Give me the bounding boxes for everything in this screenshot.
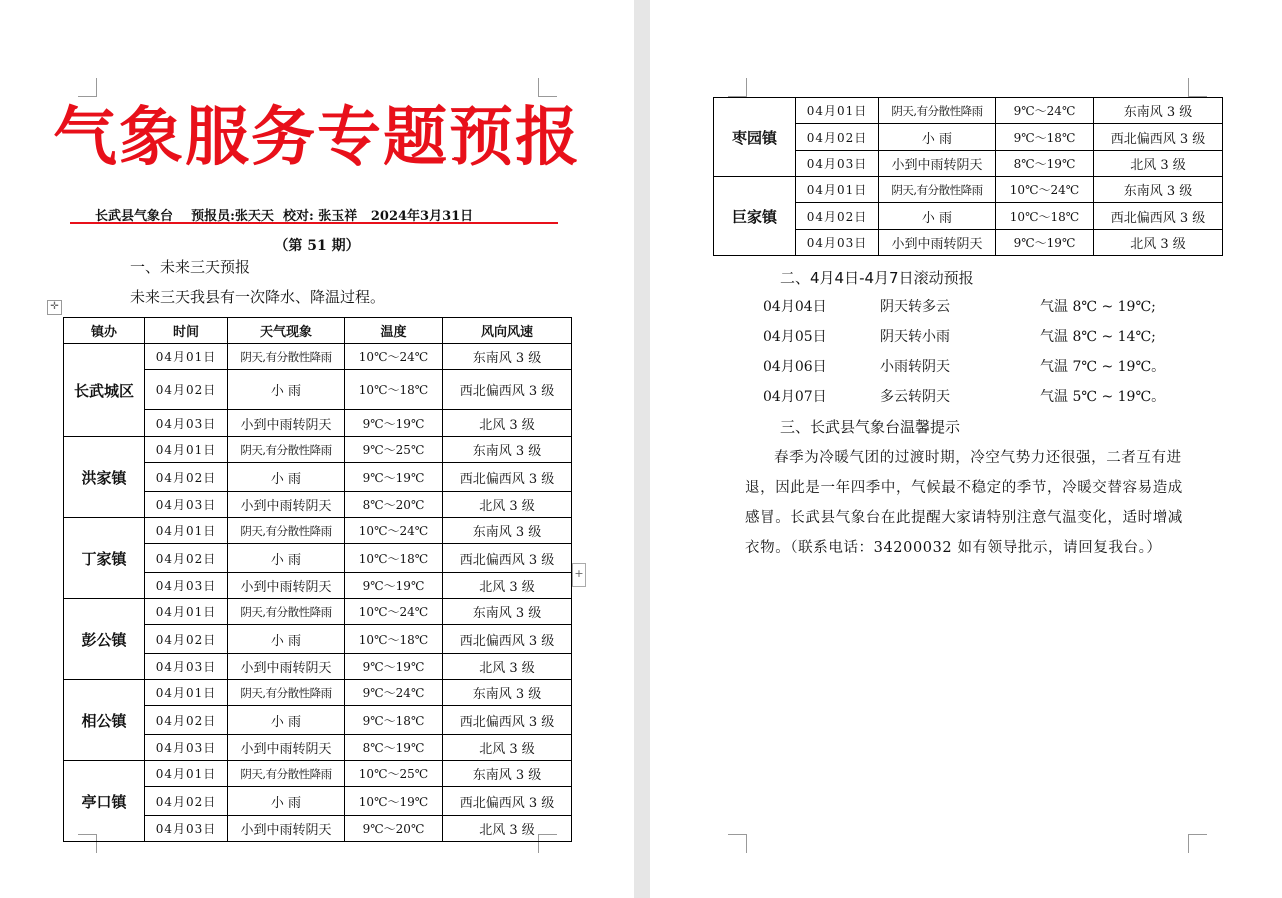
wind-cell: 西北偏西风 3 级	[443, 370, 572, 410]
temperature-cell: 10℃～25℃	[345, 761, 443, 787]
temperature-cell: 10℃～24℃	[345, 344, 443, 370]
date-cell: 04月01日	[145, 680, 228, 706]
date-cell: 04月02日	[796, 124, 879, 151]
col-header-time: 时间	[145, 318, 228, 344]
date-cell: 04月03日	[145, 573, 228, 599]
town-name: 枣园镇	[714, 98, 796, 177]
crop-mark	[1188, 834, 1207, 853]
rolling-temperature: 气温 7℃ ~ 19℃。	[1040, 359, 1166, 375]
forecast-table	[63, 317, 572, 842]
wind-cell: 西北偏西风 3 级	[443, 706, 572, 735]
date-cell: 04月01日	[145, 761, 228, 787]
weather-cell: 阴天,有分散性降雨	[879, 177, 996, 203]
crop-mark	[1188, 78, 1207, 97]
temperature-cell: 10℃～18℃	[345, 625, 443, 654]
weather-cell: 小 雨	[228, 544, 345, 573]
town-name: 巨家镇	[714, 177, 796, 256]
rolling-date: 04月04日	[763, 299, 827, 315]
red-divider	[70, 222, 558, 224]
table-row	[64, 518, 572, 544]
wind-cell: 西北偏西风 3 级	[443, 625, 572, 654]
temperature-cell: 10℃～18℃	[345, 370, 443, 410]
rolling-temperature: 气温 5℃ ~ 19℃。	[1040, 389, 1166, 405]
table-row	[64, 761, 572, 787]
wind-cell: 北风 3 级	[443, 410, 572, 437]
wind-cell: 东南风 3 级	[443, 599, 572, 625]
rolling-date: 04月06日	[763, 359, 827, 375]
temperature-cell: 10℃～18℃	[996, 203, 1094, 230]
rolling-weather: 多云转阴天	[880, 389, 950, 405]
date-cell: 04月03日	[796, 151, 879, 177]
document-page-1	[0, 0, 634, 898]
date-cell: 04月02日	[145, 544, 228, 573]
date-cell: 04月01日	[145, 599, 228, 625]
date-cell: 04月03日	[145, 816, 228, 842]
wind-cell: 东南风 3 级	[1094, 98, 1223, 124]
temperature-cell: 10℃～24℃	[345, 518, 443, 544]
table-row	[714, 177, 1223, 203]
table-row	[64, 680, 572, 706]
town-name: 亭口镇	[64, 761, 145, 842]
date-cell: 04月03日	[145, 735, 228, 761]
temperature-cell: 9℃～24℃	[996, 98, 1094, 124]
date-cell: 04月01日	[796, 98, 879, 124]
temperature-cell: 9℃～18℃	[996, 124, 1094, 151]
wind-cell: 北风 3 级	[443, 654, 572, 680]
weather-cell: 小到中雨转阴天	[228, 816, 345, 842]
wind-cell: 北风 3 级	[443, 816, 572, 842]
wind-cell: 西北偏西风 3 级	[443, 787, 572, 816]
date-cell: 04月01日	[145, 344, 228, 370]
date-cell: 04月01日	[145, 518, 228, 544]
wind-cell: 东南风 3 级	[443, 344, 572, 370]
section-1-text: 未来三天我县有一次降水、降温过程。	[130, 288, 386, 306]
temperature-cell: 10℃～24℃	[345, 599, 443, 625]
weather-cell: 阴天,有分散性降雨	[879, 98, 996, 124]
temperature-cell: 9℃～19℃	[345, 573, 443, 599]
crop-mark	[728, 834, 747, 853]
temperature-cell: 10℃～24℃	[996, 177, 1094, 203]
date-cell: 04月02日	[145, 706, 228, 735]
section-1-heading: 一、未来三天预报	[130, 258, 251, 276]
date-cell: 04月01日	[145, 437, 228, 463]
weather-cell: 小到中雨转阴天	[228, 735, 345, 761]
temperature-cell: 9℃～19℃	[345, 410, 443, 437]
wind-cell: 西北偏西风 3 级	[1094, 203, 1223, 230]
weather-cell: 小 雨	[879, 124, 996, 151]
wind-cell: 西北偏西风 3 级	[443, 463, 572, 492]
town-name: 长武城区	[64, 344, 145, 437]
temperature-cell: 10℃～19℃	[345, 787, 443, 816]
temperature-cell: 9℃～25℃	[345, 437, 443, 463]
wind-cell: 北风 3 级	[1094, 151, 1223, 177]
wind-cell: 北风 3 级	[443, 735, 572, 761]
rolling-temperature: 气温 8℃ ~ 19℃;	[1040, 299, 1156, 315]
temperature-cell: 8℃～19℃	[345, 735, 443, 761]
date-cell: 04月02日	[145, 463, 228, 492]
date-cell: 04月03日	[145, 410, 228, 437]
rolling-temperature: 气温 8℃ ~ 14℃;	[1040, 329, 1156, 345]
date-cell: 04月02日	[796, 203, 879, 230]
temperature-cell: 9℃～20℃	[345, 816, 443, 842]
section-2-heading: 二、4月4日-4月7日滚动预报	[780, 269, 974, 287]
wind-cell: 北风 3 级	[443, 573, 572, 599]
weather-cell: 阴天,有分散性降雨	[228, 344, 345, 370]
weather-cell: 小 雨	[228, 370, 345, 410]
rolling-weather: 阴天转小雨	[880, 329, 950, 345]
rolling-date: 04月07日	[763, 389, 827, 405]
weather-cell: 小 雨	[228, 706, 345, 735]
weather-cell: 小 雨	[228, 625, 345, 654]
document-title: 气象服务专题预报	[53, 100, 581, 175]
wind-cell: 东南风 3 级	[443, 761, 572, 787]
weather-cell: 阴天,有分散性降雨	[228, 599, 345, 625]
temperature-cell: 8℃～20℃	[345, 492, 443, 518]
town-name: 洪家镇	[64, 437, 145, 518]
forecast-table-continued	[713, 97, 1223, 256]
weather-cell: 小到中雨转阴天	[228, 492, 345, 518]
weather-cell: 小 雨	[228, 463, 345, 492]
temperature-cell: 8℃～19℃	[996, 151, 1094, 177]
town-name: 相公镇	[64, 680, 145, 761]
table-row	[64, 599, 572, 625]
weather-cell: 小 雨	[228, 787, 345, 816]
temperature-cell: 9℃～19℃	[996, 230, 1094, 256]
temperature-cell: 9℃～19℃	[345, 463, 443, 492]
table-row	[64, 344, 572, 370]
weather-cell: 小到中雨转阴天	[228, 573, 345, 599]
wind-cell: 西北偏西风 3 级	[443, 544, 572, 573]
date-cell: 04月02日	[145, 787, 228, 816]
add-column-icon[interactable]: +	[572, 563, 586, 587]
wind-cell: 西北偏西风 3 级	[1094, 124, 1223, 151]
wind-cell: 东南风 3 级	[443, 680, 572, 706]
wind-cell: 东南风 3 级	[443, 518, 572, 544]
col-header-wind: 风向风速	[443, 318, 572, 344]
wind-cell: 东南风 3 级	[1094, 177, 1223, 203]
table-row	[714, 98, 1223, 124]
date-cell: 04月02日	[145, 370, 228, 410]
town-name: 彭公镇	[64, 599, 145, 680]
temperature-cell: 9℃～19℃	[345, 654, 443, 680]
byline: 长武县气象台 预报员:张天天 校对: 张玉祥 2024年3月31日	[95, 209, 474, 224]
weather-cell: 阴天,有分散性降雨	[228, 518, 345, 544]
weather-cell: 小到中雨转阴天	[879, 230, 996, 256]
section-3-text: 春季为冷暖气团的过渡时期，冷空气势力还很强，二者互有进退，因此是一年四季中，气候最不稳定的季节，冷暖交替容易造成感冒。长武县气象台在此提醒大家请特别注意气温变化，适时增减衣物。（联系电话：34200032 如有领导批示，请回复我台。）	[745, 450, 1183, 556]
weather-cell: 小到中雨转阴天	[228, 410, 345, 437]
date-cell: 04月03日	[145, 492, 228, 518]
date-cell: 04月02日	[145, 625, 228, 654]
weather-cell: 小到中雨转阴天	[228, 654, 345, 680]
crop-mark	[728, 78, 747, 97]
date-cell: 04月03日	[145, 654, 228, 680]
weather-cell: 小 雨	[879, 203, 996, 230]
table-move-handle-icon[interactable]: ✛	[47, 300, 62, 315]
wind-cell: 东南风 3 级	[443, 437, 572, 463]
weather-cell: 阴天,有分散性降雨	[228, 680, 345, 706]
rolling-weather: 小雨转阴天	[880, 359, 950, 375]
date-cell: 04月01日	[796, 177, 879, 203]
wind-cell: 北风 3 级	[443, 492, 572, 518]
col-header-weather: 天气现象	[228, 318, 345, 344]
rolling-date: 04月05日	[763, 329, 827, 345]
temperature-cell: 10℃～18℃	[345, 544, 443, 573]
date-cell: 04月03日	[796, 230, 879, 256]
col-header-temperature: 温度	[345, 318, 443, 344]
wind-cell: 北风 3 级	[1094, 230, 1223, 256]
temperature-cell: 9℃～18℃	[345, 706, 443, 735]
section-3-heading: 三、长武县气象台温馨提示	[780, 418, 961, 436]
weather-cell: 阴天,有分散性降雨	[228, 437, 345, 463]
town-name: 丁家镇	[64, 518, 145, 599]
col-header-town: 镇办	[64, 318, 145, 344]
temperature-cell: 9℃～24℃	[345, 680, 443, 706]
rolling-weather: 阴天转多云	[880, 299, 950, 315]
issue-number: （第 51 期）	[274, 238, 360, 254]
table-row	[64, 437, 572, 463]
weather-cell: 小到中雨转阴天	[879, 151, 996, 177]
weather-cell: 阴天,有分散性降雨	[228, 761, 345, 787]
